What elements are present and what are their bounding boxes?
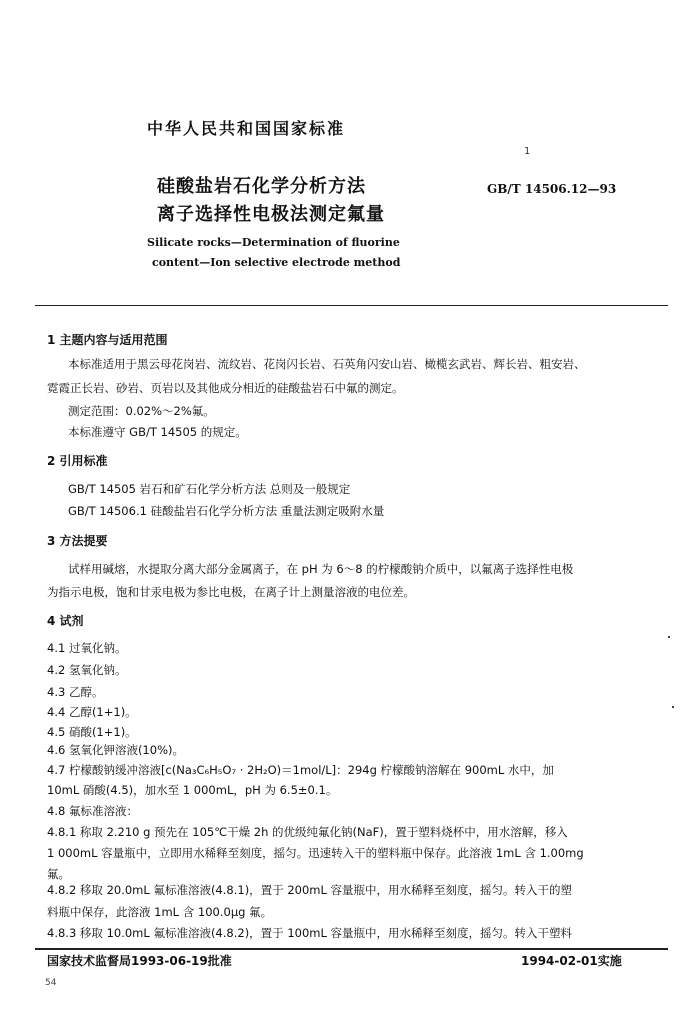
scan-speck — [672, 706, 674, 708]
footer-divider — [35, 948, 668, 950]
scan-speck — [668, 636, 670, 638]
s3-paragraph-line2: 为指示电极，饱和甘汞电极为参比电极，在离子计上测量溶液的电位差。 — [47, 585, 415, 599]
section-2-heading: 2 引用标准 — [47, 454, 108, 468]
reagent-subitem-line1: 4.8.3 移取 10.0mL 氟标准溶液(4.8.2)，置于 100mL 容量瓶中，用水稀释至刻度，摇匀。转入干塑料 — [47, 926, 573, 940]
page-mark: 1 — [524, 146, 531, 157]
reagent-subitem-line2: 料瓶中保存，此溶液 1mL 含 100.0μg 氟。 — [47, 905, 273, 919]
section-1-heading: 1 主题内容与适用范围 — [47, 333, 168, 347]
reagent-item-line1: 4.7 柠檬酸钠缓冲溶液[c(Na₃C₆H₅O₇ · 2H₂O)＝1mol/L]：294g 柠檬酸钠溶解在 900mL 水中，加 — [47, 763, 554, 777]
s1-paragraph-line2: 霓霞正长岩、砂岩、页岩以及其他成分相近的硅酸盐岩石中氟的测定。 — [47, 381, 404, 395]
title-en-line2: content—Ion selective electrode method — [152, 256, 401, 269]
standard-number: GB/T 14506.12—93 — [487, 182, 617, 196]
section-4-heading: 4 试剂 — [47, 614, 84, 628]
reagent-item: 4.4 乙醇(1+1)。 — [47, 705, 137, 719]
s1-compliance: 本标准遵守 GB/T 14505 的规定。 — [68, 425, 247, 439]
section-3-heading: 3 方法提要 — [47, 534, 108, 548]
title-cn-line2: 离子选择性电极法测定氟量 — [157, 204, 385, 225]
reagent-item: 4.8 氟标准溶液： — [47, 804, 138, 818]
reagent-item: 4.3 乙醇。 — [47, 685, 104, 699]
implementation-date: 1994-02-01实施 — [521, 954, 622, 968]
reagent-item: 4.2 氢氧化钠。 — [47, 663, 127, 677]
s3-paragraph-line1: 试样用碱熔，水提取分离大部分金属离子，在 pH 为 6～8 的柠檬酸钠介质中，以氟离子选择性电极 — [68, 562, 574, 576]
reagent-subitem-line1: 4.8.2 移取 20.0mL 氟标准溶液(4.8.1)，置于 200mL 容量瓶中，用水稀释至刻度，摇匀。转入干的塑 — [47, 883, 573, 897]
national-standard-heading: 中华人民共和国国家标准 — [147, 119, 346, 138]
reagent-subitem-line1: 4.8.1 称取 2.210 g 预先在 105℃干燥 2h 的优级纯氟化钠(NaF)，置于塑料烧杯中，用水溶解，移入 — [47, 825, 568, 839]
reference-item: GB/T 14506.1 硅酸盐岩石化学分析方法 重量法测定吸附水量 — [68, 504, 385, 518]
reagent-item: 4.5 硝酸(1+1)。 — [47, 725, 137, 739]
s1-measure-range: 测定范围：0.02%～2%氟。 — [68, 404, 215, 418]
header-divider — [35, 305, 668, 306]
reagent-item-line2: 10mL 硝酸(4.5)，加水至 1 000mL，pH 为 6.5±0.1。 — [47, 783, 338, 797]
reagent-subitem-line3: 氟。 — [47, 867, 70, 881]
reference-item: GB/T 14505 岩石和矿石化学分析方法 总则及一般规定 — [68, 482, 351, 496]
page-number: 54 — [45, 978, 57, 988]
title-cn-line1: 硅酸盐岩石化学分析方法 — [157, 176, 366, 197]
title-en-line1: Silicate rocks—Determination of fluorine — [147, 236, 400, 249]
reagent-subitem-line2: 1 000mL 容量瓶中，立即用水稀释至刻度，摇匀。迅速转入干的塑料瓶中保存。此溶液 1mL 含 1.00mg — [47, 846, 584, 860]
reagent-item: 4.1 过氧化钠。 — [47, 641, 127, 655]
s1-paragraph-line1: 本标准适用于黑云母花岗岩、流纹岩、花岗闪长岩、石英角闪安山岩、橄榄玄武岩、辉长岩、粗安岩、 — [68, 357, 586, 371]
approval-date: 国家技术监督局1993-06-19批准 — [47, 954, 232, 968]
reagent-item: 4.6 氢氧化钾溶液(10%)。 — [47, 743, 184, 757]
